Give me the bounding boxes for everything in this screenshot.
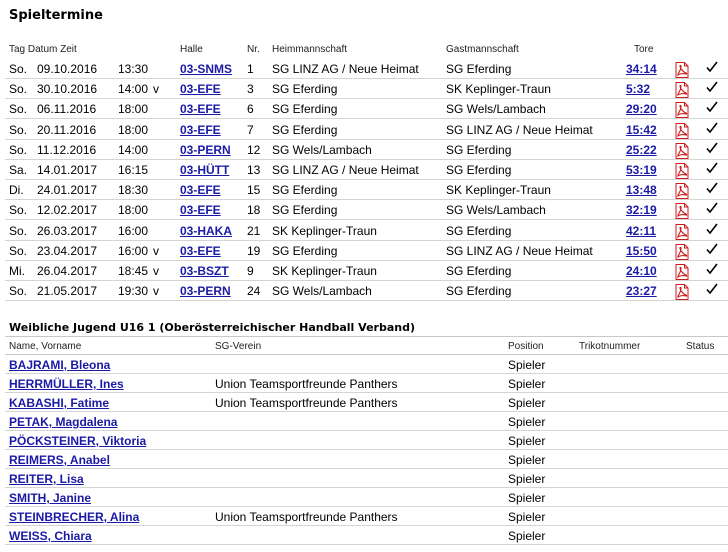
pdf-icon[interactable] — [675, 143, 689, 159]
schedule-row — [0, 281, 728, 301]
match-date: 21.05.2017 — [37, 284, 98, 299]
match-date: 26.03.2017 — [37, 223, 98, 238]
header-sg-verein: SG-Verein — [215, 341, 262, 352]
pdf-icon[interactable] — [675, 62, 689, 78]
match-flag: v — [153, 243, 159, 258]
pdf-icon[interactable] — [675, 123, 689, 139]
player-name-link[interactable]: BAJRAMI, Bleona — [9, 358, 111, 372]
check-icon — [705, 80, 719, 94]
match-flag: v — [153, 284, 159, 299]
match-number: 7 — [247, 122, 254, 137]
hall-link[interactable]: 03-EFE — [180, 183, 221, 198]
match-day: So. — [9, 284, 28, 299]
score-link[interactable]: 23:27 — [626, 284, 657, 299]
row-divider — [5, 544, 728, 545]
match-number: 12 — [247, 142, 261, 157]
player-club: Union Teamsportfreunde Panthers — [215, 396, 398, 410]
header-name: Name, Vorname — [9, 341, 82, 352]
pdf-icon[interactable] — [675, 203, 689, 219]
check-icon — [705, 242, 719, 256]
score-link[interactable]: 42:11 — [626, 223, 657, 238]
player-row — [0, 488, 728, 507]
match-day: So. — [9, 243, 28, 258]
score-link[interactable]: 53:19 — [626, 163, 657, 177]
hall-link[interactable]: 03-EFE — [180, 82, 221, 97]
match-day: So. — [9, 203, 28, 218]
match-date: 20.11.2016 — [37, 122, 97, 137]
home-team: SG Wels/Lambach — [272, 284, 372, 299]
match-date: 30.10.2016 — [37, 82, 98, 97]
match-date: 11.12.2016 — [37, 142, 97, 157]
match-flag: v — [153, 264, 159, 278]
player-name-link[interactable]: SMITH, Janine — [9, 491, 92, 505]
match-number: 19 — [247, 243, 261, 258]
away-team: SG LINZ AG / Neue Heimat — [446, 243, 593, 258]
away-team: SG Wels/Lambach — [446, 102, 546, 117]
home-team: SG Eferding — [272, 243, 338, 258]
away-team: SG Eferding — [446, 284, 512, 299]
match-day: Sa. — [9, 163, 28, 177]
match-time: 13:30 — [118, 62, 149, 76]
away-team: SG Eferding — [446, 163, 512, 177]
hall-link[interactable]: 03-EFE — [180, 243, 221, 258]
match-number: 18 — [247, 203, 261, 218]
pdf-icon[interactable] — [675, 82, 689, 98]
player-name-link[interactable]: WEISS, Chiara — [9, 529, 92, 543]
match-day: Di. — [9, 183, 24, 198]
player-position: Spieler — [508, 396, 546, 410]
score-link[interactable]: 5:32 — [626, 82, 651, 97]
player-position: Spieler — [508, 529, 546, 543]
check-icon — [705, 262, 719, 276]
check-icon — [705, 282, 719, 296]
player-position: Spieler — [508, 358, 546, 372]
match-flag: v — [153, 82, 159, 97]
player-name-link[interactable]: REITER, Lisa — [9, 472, 84, 486]
score-link[interactable]: 32:19 — [626, 203, 657, 218]
score-link[interactable]: 24:10 — [626, 264, 657, 278]
hall-link[interactable]: 03-EFE — [180, 102, 221, 117]
header-nr: Nr. — [247, 44, 260, 55]
schedule-row — [0, 241, 728, 261]
hall-link[interactable]: 03-EFE — [180, 203, 221, 218]
score-link[interactable]: 13:48 — [626, 183, 657, 198]
header-tore: Tore — [634, 44, 654, 55]
pdf-icon[interactable] — [675, 264, 689, 280]
score-link[interactable]: 29:20 — [626, 102, 657, 117]
player-position: Spieler — [508, 377, 546, 391]
pdf-icon[interactable] — [675, 163, 689, 179]
hall-link[interactable]: 03-EFE — [180, 122, 221, 137]
match-date: 09.10.2016 — [37, 62, 98, 76]
match-time: 19:30 — [118, 284, 149, 299]
hall-link[interactable]: 03-SNMS — [180, 62, 233, 76]
home-team: SG Wels/Lambach — [272, 142, 372, 157]
player-name-link[interactable]: HERRMÜLLER, Ines — [9, 377, 124, 391]
header-halle: Halle — [180, 44, 203, 55]
player-name-link[interactable]: REIMERS, Anabel — [9, 453, 110, 467]
check-icon — [705, 121, 719, 135]
player-row — [0, 393, 728, 412]
player-row — [0, 374, 728, 393]
player-position: Spieler — [508, 434, 546, 448]
player-name-link[interactable]: KABASHI, Fatime — [9, 396, 110, 410]
score-link[interactable]: 34:14 — [626, 62, 657, 76]
check-icon — [705, 100, 719, 114]
pdf-icon[interactable] — [675, 244, 689, 260]
away-team: SG Eferding — [446, 62, 512, 76]
away-team: SG Eferding — [446, 264, 512, 278]
hall-link[interactable]: 03-HÜTT — [180, 163, 230, 177]
header-position: Position — [508, 341, 544, 352]
match-number: 1 — [247, 62, 254, 76]
home-team: SG Eferding — [272, 203, 338, 218]
hall-link[interactable]: 03-PERN — [180, 142, 231, 157]
schedule-row — [0, 120, 728, 140]
match-day: So. — [9, 122, 28, 137]
match-date: 23.04.2017 — [37, 243, 98, 258]
schedule-row — [0, 221, 728, 241]
check-icon — [705, 161, 719, 175]
divider — [5, 336, 728, 337]
player-row — [0, 507, 728, 526]
away-team: SG Eferding — [446, 223, 512, 238]
hall-link[interactable]: 03-BSZT — [180, 264, 229, 278]
match-time: 18:45 — [118, 264, 149, 278]
match-number: 21 — [247, 223, 261, 238]
match-time: 16:15 — [118, 163, 149, 177]
match-date: 12.02.2017 — [37, 203, 98, 218]
match-day: So. — [9, 142, 28, 157]
header-status: Status — [686, 341, 715, 352]
match-time: 14:00 — [118, 82, 149, 97]
match-time: 18:00 — [118, 203, 149, 218]
player-name-link[interactable]: STEINBRECHER, Alina — [9, 510, 140, 524]
pdf-icon[interactable] — [675, 183, 689, 199]
match-date: 24.01.2017 — [37, 183, 98, 198]
score-link[interactable]: 25:22 — [626, 142, 657, 157]
away-team: SG LINZ AG / Neue Heimat — [446, 122, 593, 137]
home-team: SG Eferding — [272, 183, 338, 198]
home-team: SK Keplinger-Traun — [272, 264, 377, 278]
player-row — [0, 412, 728, 431]
check-icon — [705, 201, 719, 215]
home-team: SG Eferding — [272, 122, 338, 137]
player-row — [0, 526, 728, 545]
match-number: 9 — [247, 264, 254, 278]
player-row — [0, 469, 728, 488]
match-date: 26.04.2017 — [37, 264, 98, 278]
player-name-link[interactable]: PETAK, Magdalena — [9, 415, 118, 429]
player-club: Union Teamsportfreunde Panthers — [215, 510, 398, 524]
away-team: SK Keplinger-Traun — [446, 183, 551, 198]
away-team: SK Keplinger-Traun — [446, 82, 551, 97]
match-number: 13 — [247, 163, 261, 177]
away-team: SG Eferding — [446, 142, 512, 157]
match-time: 18:00 — [118, 102, 149, 117]
schedule-row — [0, 261, 728, 281]
match-day: So. — [9, 82, 28, 97]
schedule-row — [0, 99, 728, 119]
match-day: So. — [9, 62, 28, 76]
header-trikotnummer: Trikotnummer — [579, 341, 641, 352]
match-number: 3 — [247, 82, 254, 97]
match-time: 18:00 — [118, 122, 149, 137]
player-position: Spieler — [508, 472, 546, 486]
match-time: 14:00 — [118, 142, 149, 157]
schedule-row — [0, 180, 728, 200]
player-row — [0, 431, 728, 450]
match-time: 16:00 — [118, 223, 149, 238]
match-time: 16:00 — [118, 243, 149, 258]
match-time: 18:30 — [118, 183, 149, 198]
player-row — [0, 355, 728, 374]
schedule-row — [0, 140, 728, 160]
check-icon — [705, 181, 719, 195]
home-team: SG Eferding — [272, 82, 338, 97]
home-team: SG LINZ AG / Neue Heimat — [272, 163, 419, 177]
away-team: SG Wels/Lambach — [446, 203, 546, 218]
header-gastmannschaft: Gastmannschaft — [446, 44, 519, 55]
match-day: So. — [9, 223, 28, 238]
home-team: SG LINZ AG / Neue Heimat — [272, 62, 419, 76]
roster-title: Weibliche Jugend U16 1 (Oberösterreichischer Handball Verband) — [9, 321, 415, 334]
row-divider — [5, 300, 728, 301]
player-club: Union Teamsportfreunde Panthers — [215, 377, 398, 391]
match-date: 14.01.2017 — [37, 163, 98, 177]
header-heimmannschaft: Heimmannschaft — [272, 44, 348, 55]
header-tag-datum-zeit: Tag Datum Zeit — [9, 44, 77, 55]
match-day: Mi. — [9, 264, 25, 278]
schedule-row — [0, 79, 728, 99]
schedule-row — [0, 200, 728, 220]
check-icon — [705, 60, 719, 74]
player-position: Spieler — [508, 510, 546, 524]
check-icon — [705, 141, 719, 155]
player-name-link[interactable]: PÖCKSTEINER, Viktoria — [9, 434, 147, 448]
player-row — [0, 450, 728, 469]
schedule-row — [0, 59, 728, 79]
match-date: 06.11.2016 — [37, 102, 97, 117]
page-title: Spieltermine — [9, 8, 103, 23]
hall-link[interactable]: 03-PERN — [180, 284, 231, 299]
home-team: SK Keplinger-Traun — [272, 223, 377, 238]
check-icon — [705, 222, 719, 236]
schedule-row — [0, 160, 728, 180]
player-position: Spieler — [508, 415, 546, 429]
match-day: So. — [9, 102, 28, 117]
match-number: 6 — [247, 102, 254, 117]
score-link[interactable]: 15:50 — [626, 243, 657, 258]
pdf-icon[interactable] — [675, 102, 689, 118]
match-number: 24 — [247, 284, 261, 299]
home-team: SG Eferding — [272, 102, 338, 117]
pdf-icon[interactable] — [675, 284, 689, 300]
score-link[interactable]: 15:42 — [626, 122, 657, 137]
schedule-header — [0, 44, 728, 58]
player-position: Spieler — [508, 453, 546, 467]
hall-link[interactable]: 03-HAKA — [180, 223, 233, 238]
player-position: Spieler — [508, 491, 546, 505]
match-number: 15 — [247, 183, 261, 198]
pdf-icon[interactable] — [675, 224, 689, 240]
